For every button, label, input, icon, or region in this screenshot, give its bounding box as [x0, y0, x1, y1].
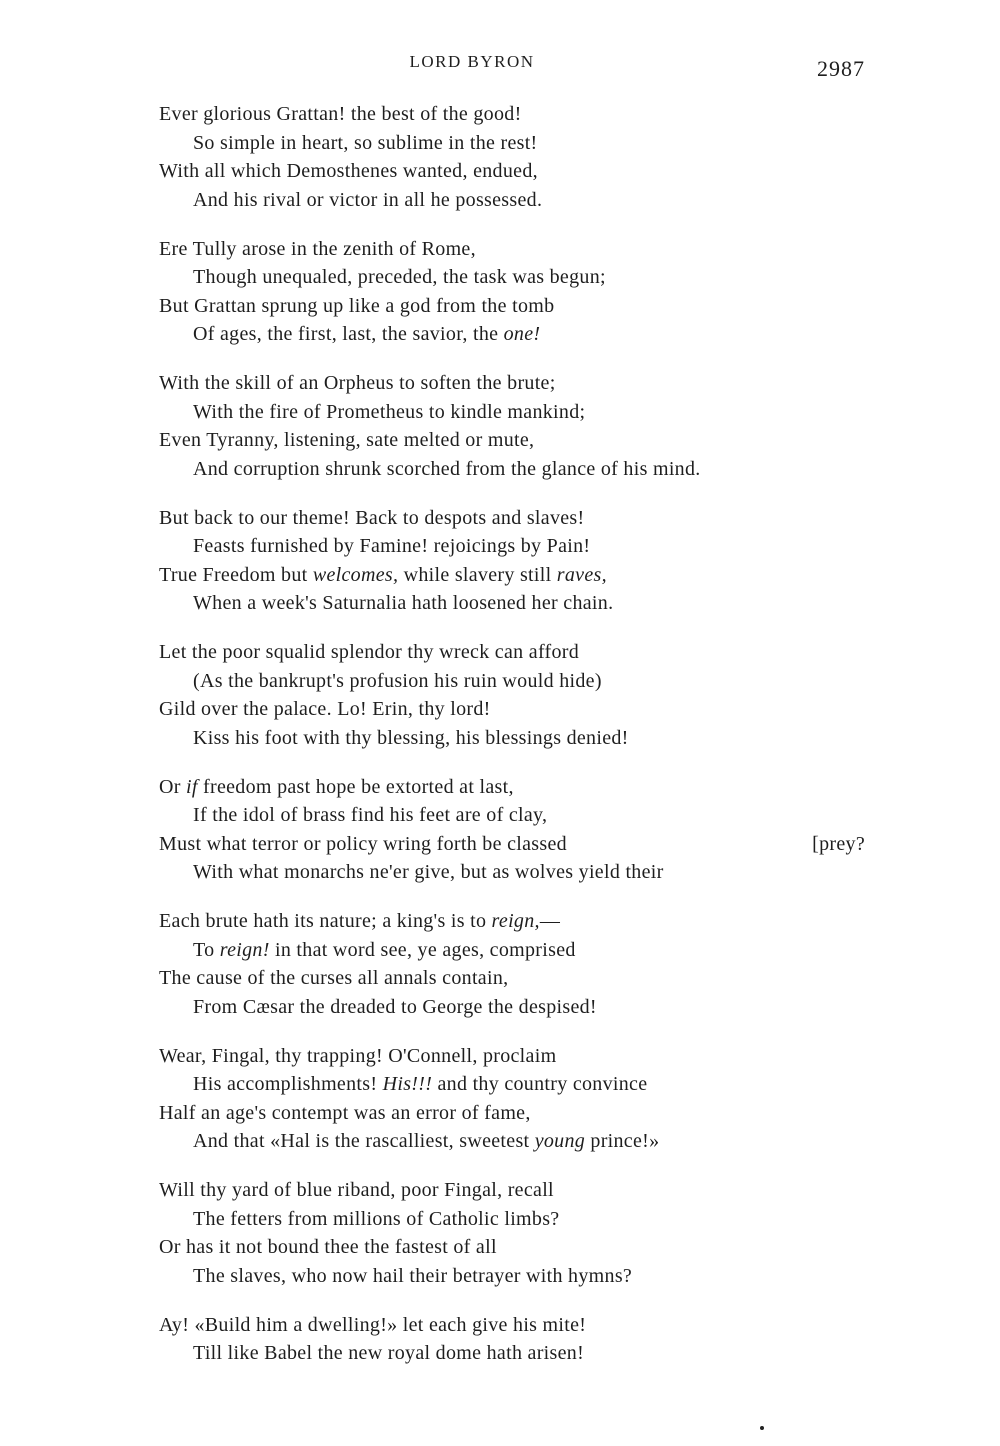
- verse-line: From Cæsar the dreaded to George the despised!: [193, 995, 597, 1018]
- verse-line: And that «Hal is the rascalliest, sweetest young prince!»: [193, 1130, 660, 1152]
- stanza: [159, 235, 879, 349]
- italic-word: one!: [503, 323, 541, 345]
- italic-word: young: [534, 1130, 586, 1152]
- page-header: [0, 52, 1000, 82]
- verse-line: With the skill of an Orpheus to soften the brute;: [159, 372, 556, 394]
- verse-line: Till like Babel the new royal dome hath arisen!: [193, 1342, 585, 1364]
- verse-line: Feasts furnished by Famine! rejoicings by Pain!: [193, 535, 591, 557]
- stanza: [159, 773, 879, 887]
- stanza: [159, 907, 879, 1021]
- verse-line: And corruption shrunk scorched from the glance of his mind.: [193, 457, 701, 480]
- verse-line: But back to our theme! Back to despots and slaves!: [159, 506, 585, 529]
- verse-line: Or has it not bound thee the fastest of all: [159, 1236, 497, 1258]
- running-head: LORD BYRON: [409, 52, 535, 71]
- verse-line: To reign! in that word see, ye ages, comprised: [193, 938, 576, 961]
- italic-word: reign!: [219, 938, 270, 961]
- verse-line: If the idol of brass find his feet are of clay,: [193, 804, 548, 826]
- verse-line: And his rival or victor in all he possessed.: [193, 188, 543, 211]
- stanza: [159, 638, 879, 752]
- overflow-note: [prey?: [812, 832, 865, 855]
- verse-line: The fetters from millions of Catholic limbs?: [193, 1207, 560, 1230]
- verse-line: Half an age's contempt was an error of fame,: [159, 1101, 531, 1124]
- verse-line: Kiss his foot with thy blessing, his blessings denied!: [193, 726, 629, 749]
- verse-line: True Freedom but welcomes, while slavery still raves,: [159, 563, 607, 586]
- italic-word: raves,: [556, 563, 607, 586]
- verse-line: Will thy yard of blue riband, poor Fingal, recall: [159, 1179, 554, 1201]
- verse-line: Gild over the palace. Lo! Erin, thy lord!: [159, 698, 491, 720]
- stanza: [159, 100, 879, 214]
- italic-word: reign,: [491, 910, 540, 932]
- stanza: [159, 369, 879, 483]
- verse-line: The cause of the curses all annals contain,: [159, 967, 509, 989]
- verse-line: With what monarchs ne'er give, but as wolves yield their: [193, 861, 664, 883]
- poem: [159, 100, 879, 1388]
- verse-line: With the fire of Prometheus to kindle mankind;: [193, 400, 586, 423]
- page-number: 2987: [817, 56, 865, 81]
- verse-line: Even Tyranny, listening, sate melted or mute,: [159, 429, 535, 451]
- verse-line: Or if freedom past hope be extorted at last,: [159, 775, 514, 798]
- verse-line: With all which Demosthenes wanted, endued,: [159, 160, 538, 182]
- verse-line: Let the poor squalid splendor thy wreck can afford: [159, 641, 580, 663]
- verse-line: Wear, Fingal, thy trapping! O'Connell, proclaim: [159, 1044, 557, 1067]
- verse-line: The slaves, who now hail their betrayer with hymns?: [193, 1264, 633, 1287]
- verse-line: (As the bankrupt's profusion his ruin would hide): [193, 669, 602, 692]
- verse-line: Each brute hath its nature; a king's is to reign,—: [159, 910, 561, 932]
- stanza: [159, 1176, 879, 1290]
- verse-line: Ever glorious Grattan! the best of the good!: [159, 103, 522, 125]
- verse-line: Must what terror or policy wring forth be classed [prey?: [159, 830, 879, 859]
- print-speck: [760, 1426, 764, 1430]
- stanza: [159, 1311, 879, 1368]
- verse-line: Though unequaled, preceded, the task was begun;: [193, 266, 606, 288]
- italic-word: if: [186, 775, 198, 798]
- verse-line: When a week's Saturnalia hath loosened her chain.: [193, 592, 614, 614]
- verse-line: But Grattan sprung up like a god from the tomb: [159, 294, 555, 317]
- verse-line: So simple in heart, so sublime in the rest!: [193, 131, 538, 154]
- verse-line: Ere Tully arose in the zenith of Rome,: [159, 237, 476, 260]
- italic-word: welcomes,: [312, 563, 399, 586]
- verse-line: Ay! «Build him a dwelling!» let each give his mite!: [159, 1313, 587, 1336]
- verse-line: Of ages, the first, last, the savior, the one!: [193, 323, 541, 345]
- stanza: [159, 504, 879, 618]
- stanza: [159, 1042, 879, 1156]
- verse-line: His accomplishments! His!!! and thy country convince: [193, 1073, 648, 1095]
- italic-word: His!!!: [382, 1073, 433, 1095]
